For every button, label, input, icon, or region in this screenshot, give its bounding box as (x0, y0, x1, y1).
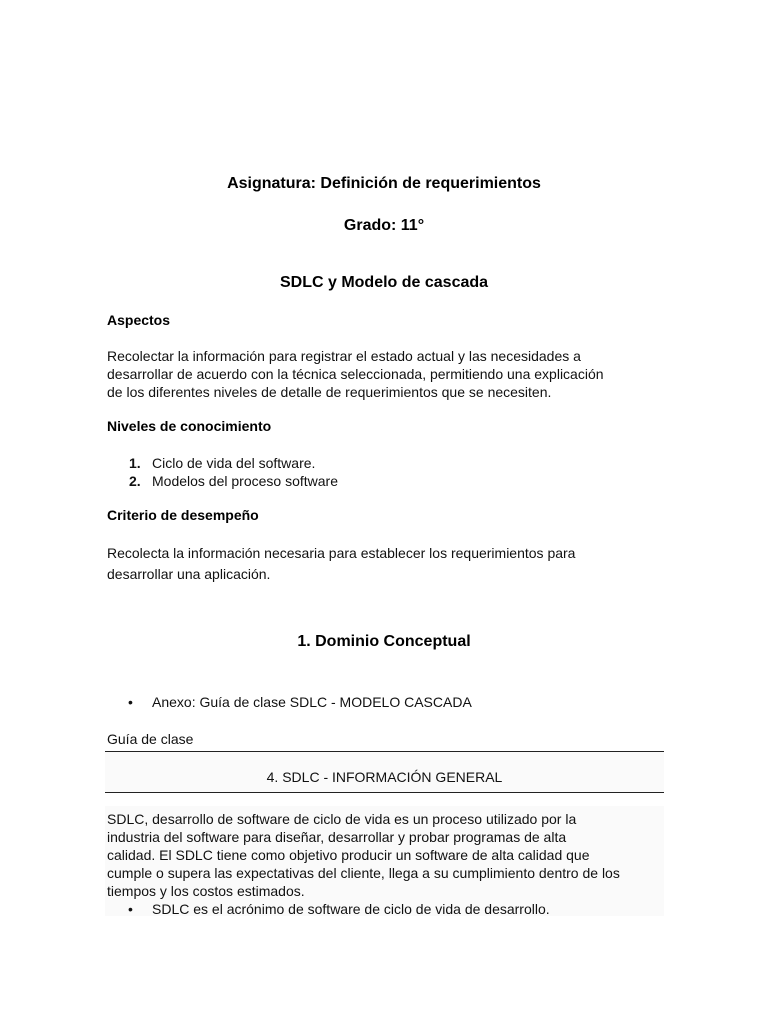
list-text: Modelos del proceso software (152, 473, 338, 489)
sdlc-bullet (128, 900, 550, 918)
subject-title: Asignatura: Definición de requerimientos (227, 175, 541, 192)
sdlc-line: tiempos y los costos estimados. (107, 883, 305, 899)
criterio-line: desarrollar una aplicación. (107, 566, 271, 582)
bullet-icon: • (128, 901, 133, 917)
sdlc-line: cumple o supera las expectativas del cliente, llega a su cumplimiento dentro de los (107, 865, 620, 881)
criterio-heading: Criterio de desempeño (107, 507, 259, 523)
dominio-title: 1. Dominio Conceptual (297, 633, 471, 650)
list-number: 1. (129, 455, 141, 471)
sdlc-line: calidad. El SDLC tiene como objetivo producir un software de alta calidad que (107, 847, 590, 863)
list-item (107, 454, 338, 472)
section-title: 4. SDLC - INFORMACIÓN GENERAL (266, 769, 503, 785)
criterio-line: Recolecta la información necesaria para establecer los requerimientos para (107, 545, 576, 561)
sdlc-line: industria del software para diseñar, desarrollar y probar programas de alta (107, 829, 567, 845)
topic-title: SDLC y Modelo de cascada (279, 274, 489, 291)
aspectos-heading: Aspectos (107, 312, 171, 328)
aspectos-paragraph (107, 347, 667, 401)
bullet-icon: • (128, 694, 133, 710)
annex-link[interactable]: Anexo: Guía de clase SDLC - MODELO CASCADA (152, 694, 472, 710)
sdlc-bullet-text: SDLC es el acrónimo de software de ciclo de vida de desarrollo. (152, 901, 550, 917)
niveles-heading: Niveles de conocimiento (107, 418, 272, 434)
list-number: 2. (129, 473, 141, 489)
divider (105, 792, 664, 793)
list-item (107, 472, 338, 490)
list-text: Ciclo de vida del software. (152, 455, 316, 471)
guia-label: Guía de clase (107, 731, 194, 747)
sdlc-paragraph (107, 810, 667, 900)
grade-title: Grado: 11° (343, 217, 425, 234)
dominio-bullet (128, 693, 472, 711)
aspectos-line: Recolectar la información para registrar el estado actual y las necesidades a (107, 348, 581, 364)
criterio-paragraph (107, 543, 667, 585)
niveles-list (107, 454, 338, 490)
aspectos-line: desarrollar de acuerdo con la técnica seleccionada, permitiendo una explicación (107, 366, 604, 382)
sdlc-line: SDLC, desarrollo de software de ciclo de vida es un proceso utilizado por la (107, 811, 577, 827)
aspectos-line: de los diferentes niveles de detalle de requerimientos que se necesiten. (107, 384, 552, 400)
